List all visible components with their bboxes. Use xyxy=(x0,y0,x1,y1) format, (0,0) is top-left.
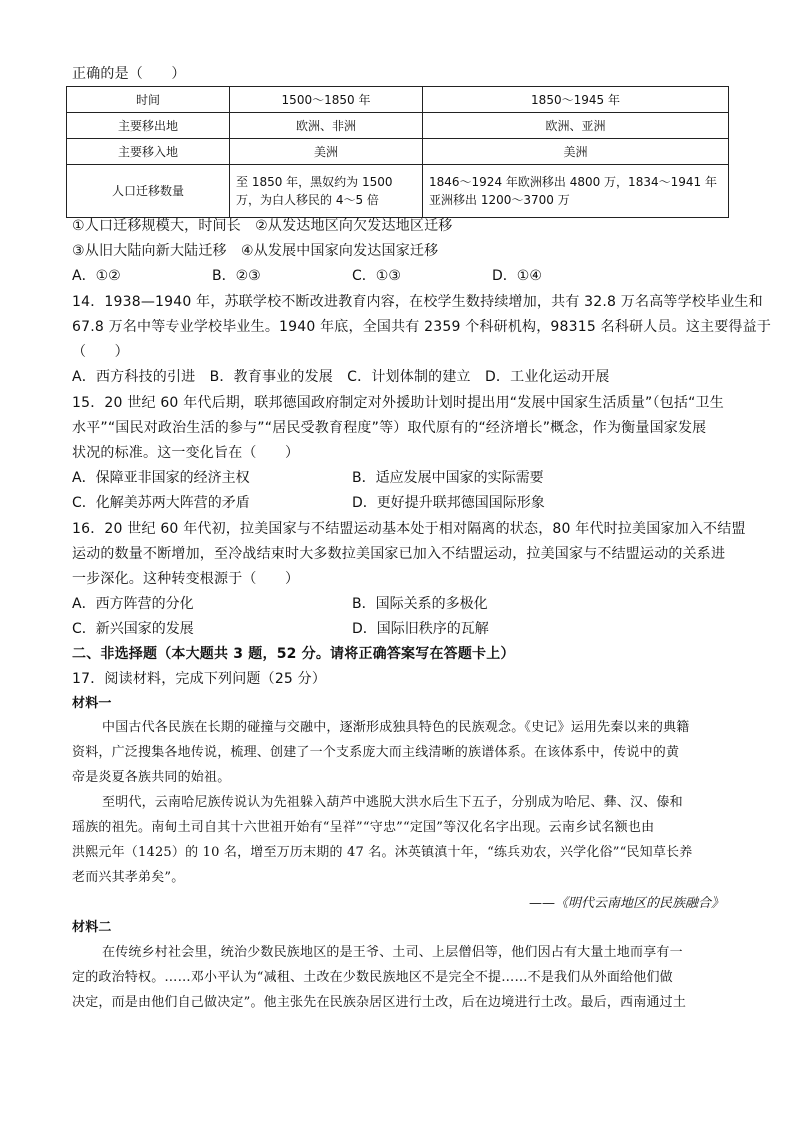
migration-table xyxy=(66,86,729,218)
material2-title: 材料二 xyxy=(72,920,112,935)
table-row xyxy=(67,113,729,139)
material1-line: 瑶族的祖先。南甸土司自其十六世祖开始有“呈祥”“守忠”“定国”等汉化名字出现。云南乡试名额也由 xyxy=(72,820,655,835)
q14-line-3: （ ） xyxy=(72,344,129,360)
section-heading: 二、非选择题（本大题共 3 题，52 分。请将正确答案写在答题卡上） xyxy=(72,646,515,662)
q15-option-b: B．适应发展中国家的实际需要 xyxy=(352,470,544,486)
q15-line-3: 状况的标准。这一变化旨在（ ） xyxy=(72,445,300,461)
table-cell: 欧洲、亚洲 xyxy=(423,113,729,139)
q16-line-2: 运动的数量不断增加，至冷战结束时大多数拉美国家已加入不结盟运动，拉美国家与不结盟运动的关系进 xyxy=(72,546,726,562)
table-cell: 美洲 xyxy=(230,139,423,165)
q15-option-a: A．保障亚非国家的经济主权 xyxy=(72,470,250,486)
q13-option-b: B．②③ xyxy=(212,268,261,284)
table-cell: 1500～1850 年 xyxy=(230,87,423,113)
table-cell: 人口迁移数量 xyxy=(67,165,230,218)
table-cell: 时间 xyxy=(67,87,230,113)
q15-option-c: C．化解美苏两大阵营的矛盾 xyxy=(72,495,250,511)
q13-option-a: A．①② xyxy=(72,268,121,284)
q16-option-c: C．新兴国家的发展 xyxy=(72,621,194,637)
q15-line-1: 15．20 世纪 60 年代后期，联邦德国政府制定对外援助计划时提出用“发展中国家生活质量”（包括“卫生 xyxy=(72,395,724,411)
q16-option-b: B．国际关系的多极化 xyxy=(352,596,488,612)
material1-line: 老而兴其孝弟矣”。 xyxy=(72,870,185,885)
q13-stem-tail: 正确的是（ ） xyxy=(72,66,186,82)
table-header-row xyxy=(67,87,729,113)
q14-options: A．西方科技的引进 B．教育事业的发展 C．计划体制的建立 D．工业化运动开展 xyxy=(72,369,610,385)
table-row xyxy=(67,165,729,218)
q16-option-a: A．西方阵营的分化 xyxy=(72,596,194,612)
table-cell: 至 1850 年，黑奴约为 1500 万，为白人移民的 4～5 倍 xyxy=(230,165,423,218)
q16-line-3: 一步深化。这种转变根源于（ ） xyxy=(72,571,300,587)
q16-option-d: D．国际旧秩序的瓦解 xyxy=(352,621,489,637)
material2-line: 在传统乡村社会里，统治少数民族地区的是王爷、土司、上层僧侣等，他们因占有大量土地而享有一 xyxy=(102,945,683,960)
material2-line: 定的政治特权。……邓小平认为“减租、土改在少数民族地区不是完全不提……不是我们从外面给他们做 xyxy=(72,970,673,985)
q15-line-2: 水平”“国民对政治生活的参与”“居民受教育程度”等）取代原有的“经济增长”概念，作为衡量国家发展 xyxy=(72,420,707,436)
table-cell: 1850～1945 年 xyxy=(423,87,729,113)
q16-line-1: 16．20 世纪 60 年代初，拉美国家与不结盟运动基本处于相对隔离的状态，80 年代时拉美国家加入不结盟 xyxy=(72,521,746,537)
q13-option-d: D．①④ xyxy=(492,268,542,284)
material1-line: 洪熙元年（1425）的 10 名，增至万历末期的 47 名。沐英镇滇十年，“练兵劝农，兴学化俗”“民知草长养 xyxy=(72,845,693,860)
material1-title: 材料一 xyxy=(72,696,112,711)
q13-statements-1: ①人口迁移规模大，时间长 ②从发达地区向欠发达地区迁移 xyxy=(72,218,453,234)
q17-stem: 17．阅读材料，完成下列问题（25 分） xyxy=(72,671,327,687)
q13-statements-2: ③从旧大陆向新大陆迁移 ④从发展中国家向发达国家迁移 xyxy=(72,243,439,259)
table-cell: 欧洲、非洲 xyxy=(230,113,423,139)
q14-line-2: 67.8 万名中等专业学校毕业生。1940 年底，全国共有 2359 个科研机构，98315 名科研人员。这主要得益于 xyxy=(72,319,772,335)
table-cell: 主要移出地 xyxy=(67,113,230,139)
material2-line: 决定，而是由他们自己做决定”。他主张先在民族杂居区进行土改，后在边境进行土改。最后，西南通过土 xyxy=(72,995,687,1010)
material1-source: ——《明代云南地区的民族融合》 xyxy=(528,896,724,911)
table-row xyxy=(67,139,729,165)
material1-line: 资料，广泛搜集各地传说，梳理、创建了一个支系庞大而主线清晰的族谱体系。在该体系中，传说中的黄 xyxy=(72,745,680,760)
q13-option-c: C．①③ xyxy=(352,268,401,284)
table-cell: 主要移入地 xyxy=(67,139,230,165)
table-cell: 1846～1924 年欧洲移出 4800 万，1834～1941 年亚洲移出 1200～3700 万 xyxy=(423,165,729,218)
material1-line: 至明代，云南哈尼族传说认为先祖躲入葫芦中逃脱大洪水后生下五子，分别成为哈尼、彝、汉、傣和 xyxy=(102,795,683,810)
table-cell: 美洲 xyxy=(423,139,729,165)
q14-line-1: 14．1938—1940 年，苏联学校不断改进教育内容，在校学生数持续增加，共有 32.8 万名高等学校毕业生和 xyxy=(72,294,763,310)
material1-line: 中国古代各民族在长期的碰撞与交融中，逐渐形成独具特色的民族观念。《史记》运用先秦以来的典籍 xyxy=(102,720,690,735)
material1-line: 帝是炎夏各族共同的始祖。 xyxy=(72,770,231,785)
q15-option-d: D．更好提升联邦德国国际形象 xyxy=(352,495,545,511)
